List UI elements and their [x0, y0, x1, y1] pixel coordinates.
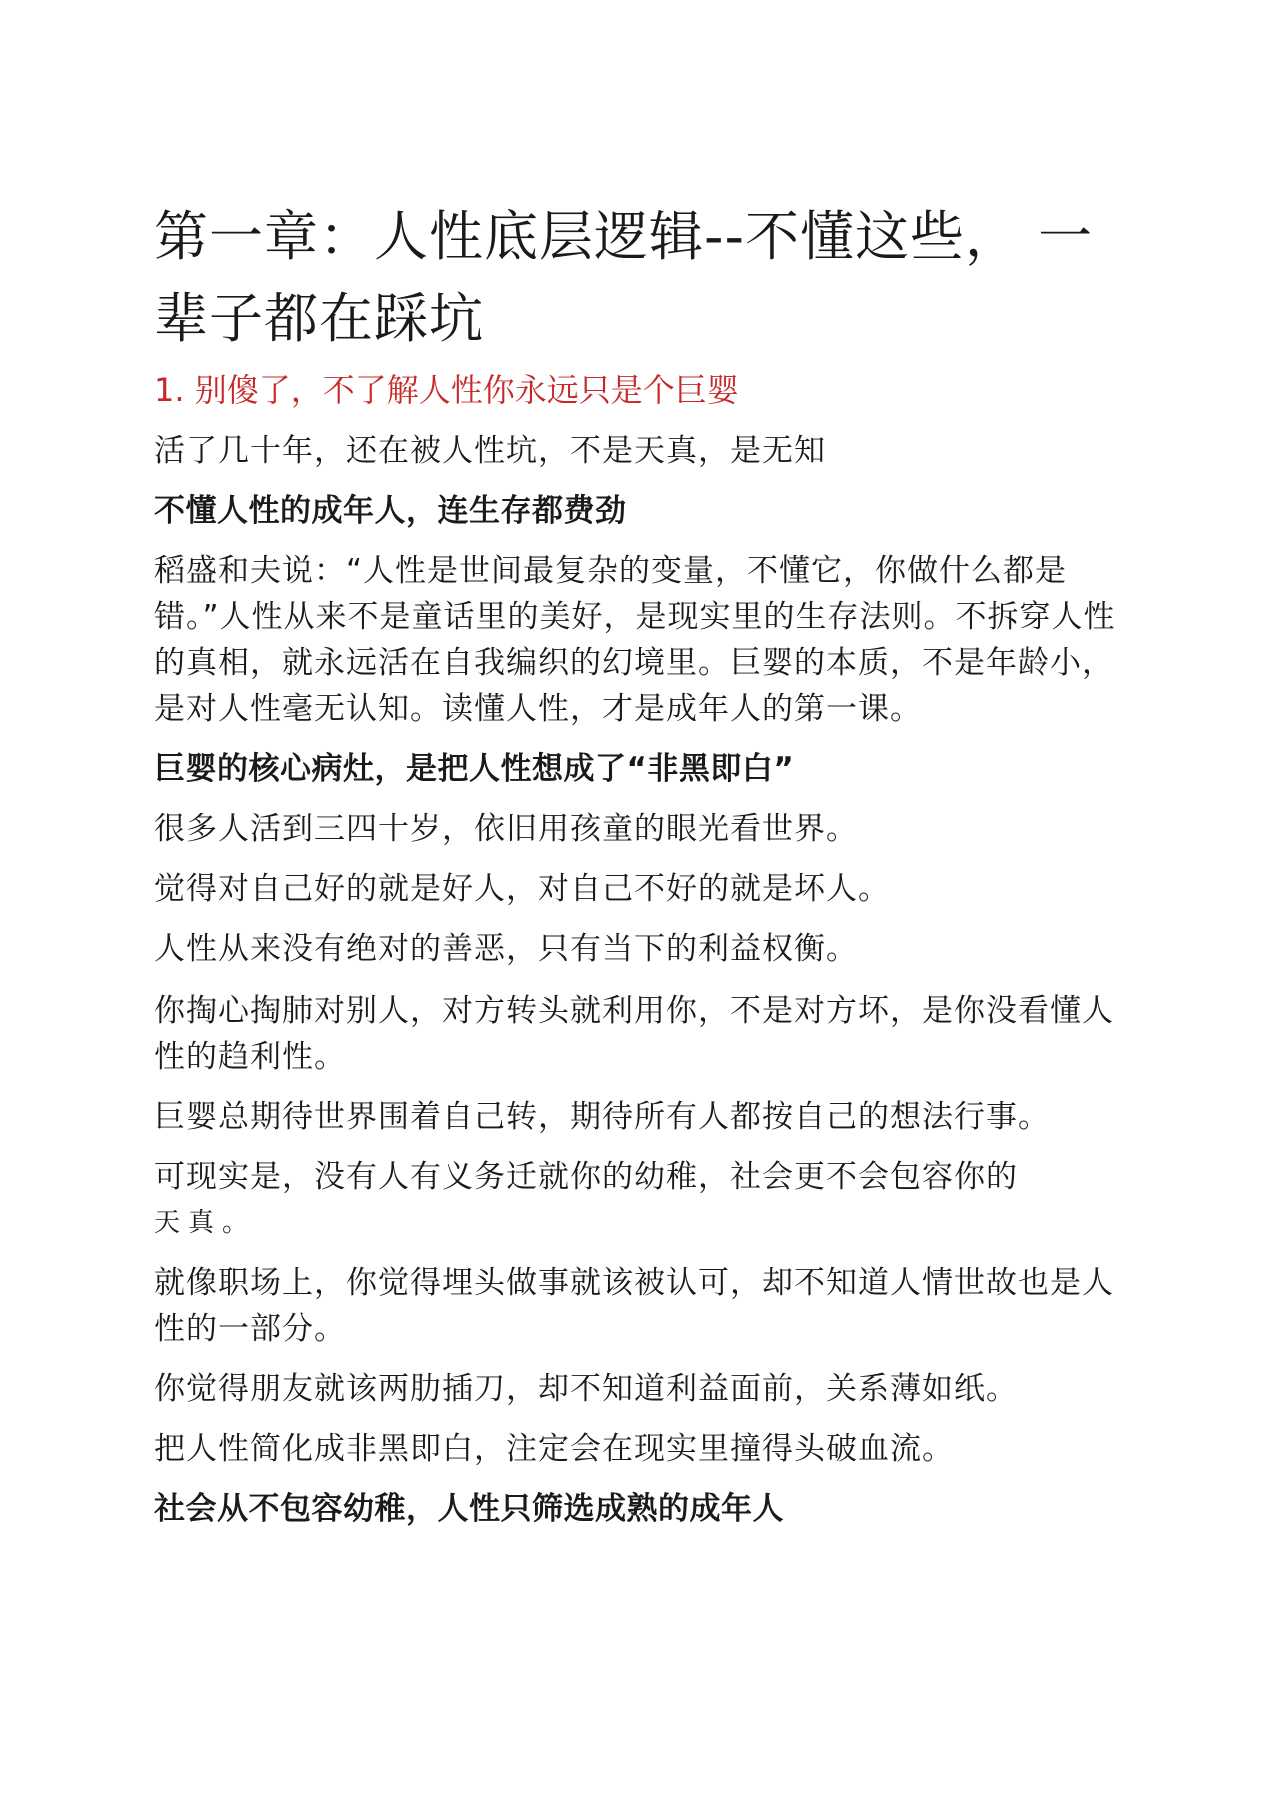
paragraph-line: 把人性简化成非黑即白，注定会在现实里撞得头破血流。: [154, 1431, 954, 1467]
paragraph-line: 可现实是，没有人有义务迁就你的幼稚，社会更不会包容你的: [154, 1159, 1018, 1195]
paragraph-line-continuation: 天真。: [154, 1208, 257, 1238]
paragraph-line: 就像职场上，你觉得埋头做事就该被认可，却不知道人情世故也是人性的一部分。: [154, 1265, 1114, 1347]
subheading-survival: 不懂人性的成年人，连生存都费劲: [154, 493, 627, 529]
paragraph-line: 你觉得朋友就该两肋插刀，却不知道利益面前，关系薄如纸。: [154, 1371, 1018, 1407]
paragraph-intro: 活了几十年，还在被人性坑，不是天真，是无知: [154, 433, 826, 469]
paragraph-line: 觉得对自己好的就是好人，对自己不好的就是坏人。: [154, 871, 890, 907]
paragraph-line: 你掏心掏肺对别人，对方转头就利用你，不是对方坏，是你没看懂人性的趋利性。: [154, 993, 1114, 1075]
paragraph-quote: 稻盛和夫说：“人性是世间最复杂的变量，不懂它，你做什么都是错。”人性从来不是童话里的美好，是现实里的生存法则。不拆穿人性的真相，就永远活在自我编织的幻境里。巨婴的本质，不是年龄小，是对人性毫无认知。读懂人性，才是成年人的第一课。: [154, 553, 1116, 727]
document-page: [154, 196, 1134, 1532]
paragraph-line: 巨婴总期待世界围着自己转，期待所有人都按自己的想法行事。: [154, 1099, 1050, 1135]
subheading-black-white: 巨婴的核心病灶，是把人性想成了“非黑即白”: [154, 751, 795, 787]
subheading-society: 社会从不包容幼稚，人性只筛选成熟的成年人: [154, 1491, 784, 1527]
paragraph-line: 很多人活到三四十岁，依旧用孩童的眼光看世界。: [154, 811, 858, 847]
chapter-title: 第一章：人性底层逻辑--不懂这些， 一辈子都在踩坑: [154, 205, 1094, 350]
section-heading: 1. 别傻了，不了解人性你永远只是个巨婴: [154, 371, 739, 409]
paragraph-line: 人性从来没有绝对的善恶，只有当下的利益权衡。: [154, 931, 858, 967]
